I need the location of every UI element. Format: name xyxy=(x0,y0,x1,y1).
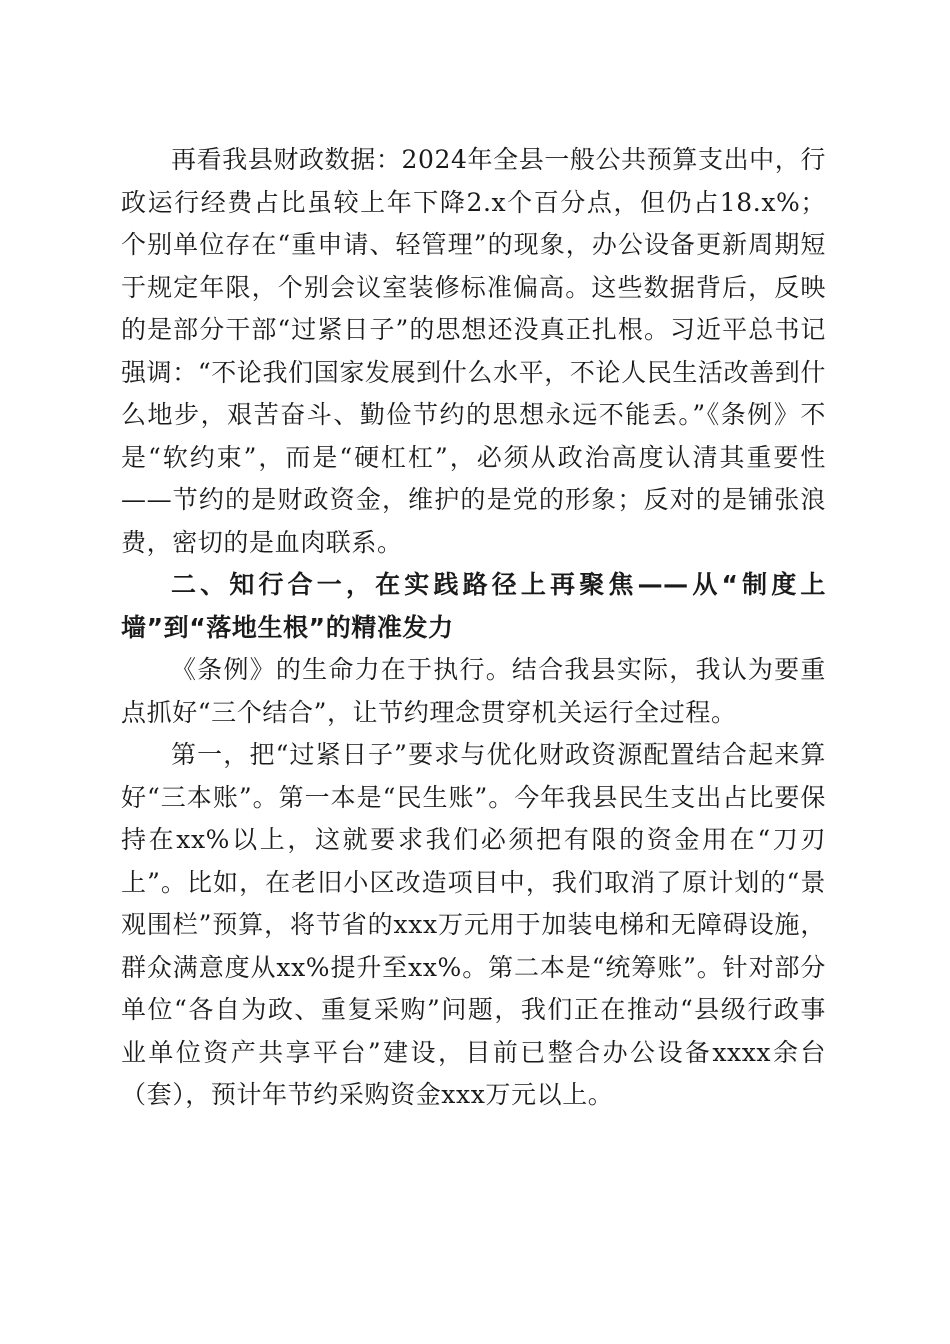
paragraph-first-point: 第一，把“过紧日子”要求与优化财政资源配置结合起来算好“三本账”。第一本是“民生账”。今年我县民生支出占比要保持在xx%以上，这就要求我们必须把有限的资金用在“刀刃上”。比如，在老旧小区改造项目中，我们取消了原计划的“景观围栏”预算，将节省的xxx万元用于加装电梯和无障碍设施，群众满意度从xx%提升至xx%。第二本是“统筹账”。针对部分单位“各自为政、重复采购”问题，我们正在推动“县级行政事业单位资产共享平台”建设，目前已整合办公设备xxxx余台（套），预计年节约采购资金xxx万元以上。 xyxy=(121,740,826,1109)
paragraph-regulation-execution: 《条例》的生命力在于执行。结合我县实际，我认为要重点抓好“三个结合”，让节约理念贯穿机关运行全过程。 xyxy=(121,655,826,727)
section-heading-two: 二、知行合一，在实践路径上再聚焦——从“制度上墙”到“落地生根”的精准发力 xyxy=(121,570,826,642)
document-body xyxy=(121,139,826,1117)
paragraph-fiscal-data: 再看我县财政数据：2024年全县一般公共预算支出中，行政运行经费占比虽较上年下降2.x个百分点，但仍占18.x%；个别单位存在“重申请、轻管理”的现象，办公设备更新周期短于规定年限，个别会议室装修标准偏高。这些数据背后，反映的是部分干部“过紧日子”的思想还没真正扎根。习近平总书记强调：“不论我们国家发展到什么水平，不论人民生活改善到什么地步，艰苦奋斗、勤俭节约的思想永远不能丢。”《条例》不是“软约束”，而是“硬杠杠”，必须从政治高度认清其重要性——节约的是财政资金，维护的是党的形象；反对的是铺张浪费，密切的是血肉联系。 xyxy=(121,145,826,557)
